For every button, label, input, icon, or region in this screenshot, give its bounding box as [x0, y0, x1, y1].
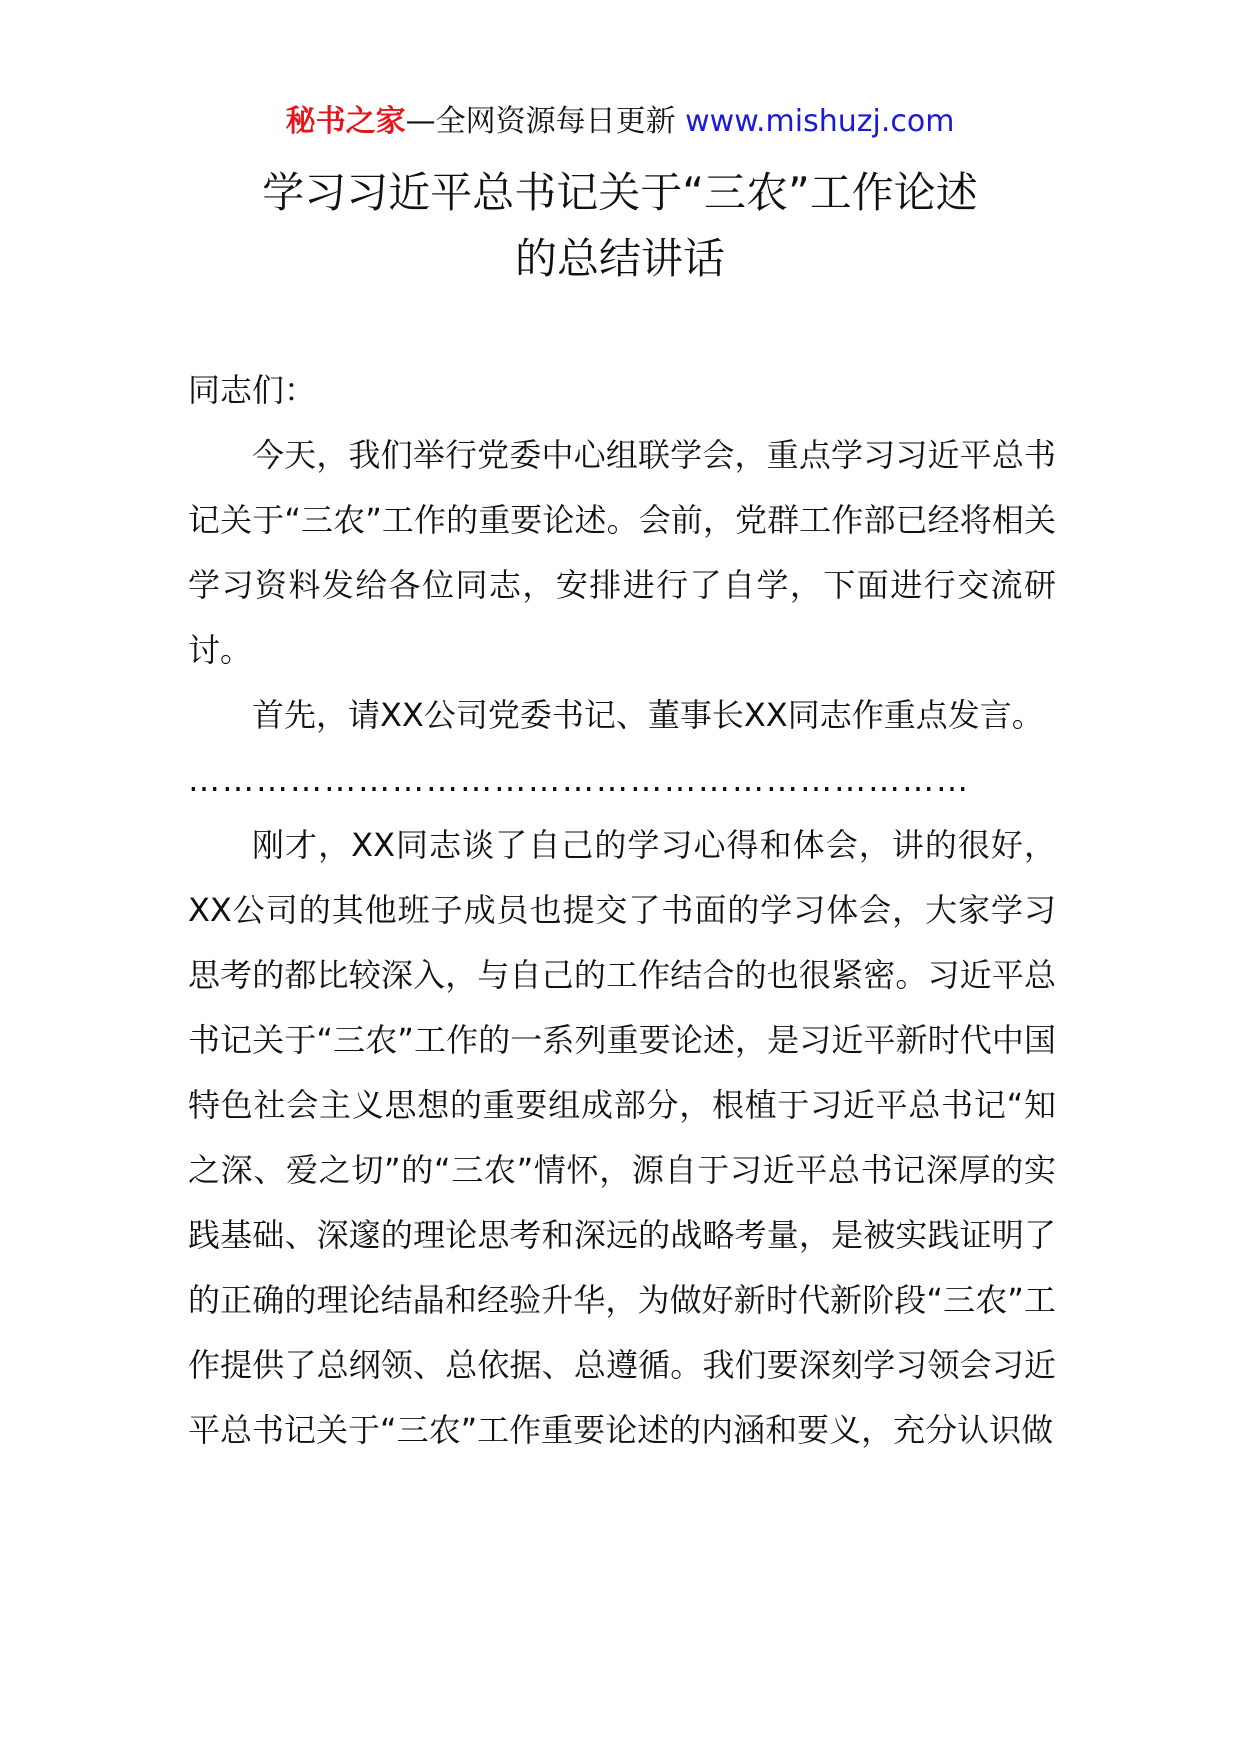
document-body: [188, 358, 1056, 1463]
salutation: 同志们：: [188, 371, 317, 409]
title-line-1: 学习习近平总书记关于“三农”工作论述: [262, 168, 978, 217]
site-url-link[interactable]: www.mishuzj.com: [685, 104, 955, 139]
title-line-2: 的总结讲话: [514, 234, 725, 283]
brand-name: 秘书之家: [285, 104, 406, 139]
paragraph-summary: 刚才，XX同志谈了自己的学习心得和体会，讲的很好，XX公司的其他班子成员也提交了书面的学习体会，大家学习思考的都比较深入，与自己的工作结合的也很紧密。习近平总书记关于“三农”工作的一系列重要论述，是习近平新时代中国特色社会主义思想的重要组成部分，根植于习近平总书记“知之深、爱之切”的“三农”情怀，源自于习近平总书记深厚的实践基础、深邃的理论思考和深远的战略考量，是被实践证明了的正确的理论结晶和经验升华，为做好新时代新阶段“三农”工作提供了总纲领、总依据、总遵循。我们要深刻学习领会习近平总书记关于“三农”工作重要论述的内涵和要义，充分认识做: [188, 826, 1056, 1449]
paragraph-first-speaker: 首先，请XX公司党委书记、董事长XX同志作重点发言。: [252, 696, 1044, 734]
brand-tagline: —全网资源每日更新: [405, 104, 686, 139]
ellipsis-separator: ……………………………………………………………: [188, 761, 970, 799]
document-title: [150, 160, 1090, 292]
paragraph-opening: 今天，我们举行党委中心组联学会，重点学习习近平总书记关于“三农”工作的重要论述。会前，党群工作部已经将相关学习资料发给各位同志，安排进行了自学，下面进行交流研讨。: [188, 436, 1056, 669]
header-banner: [0, 100, 1240, 144]
